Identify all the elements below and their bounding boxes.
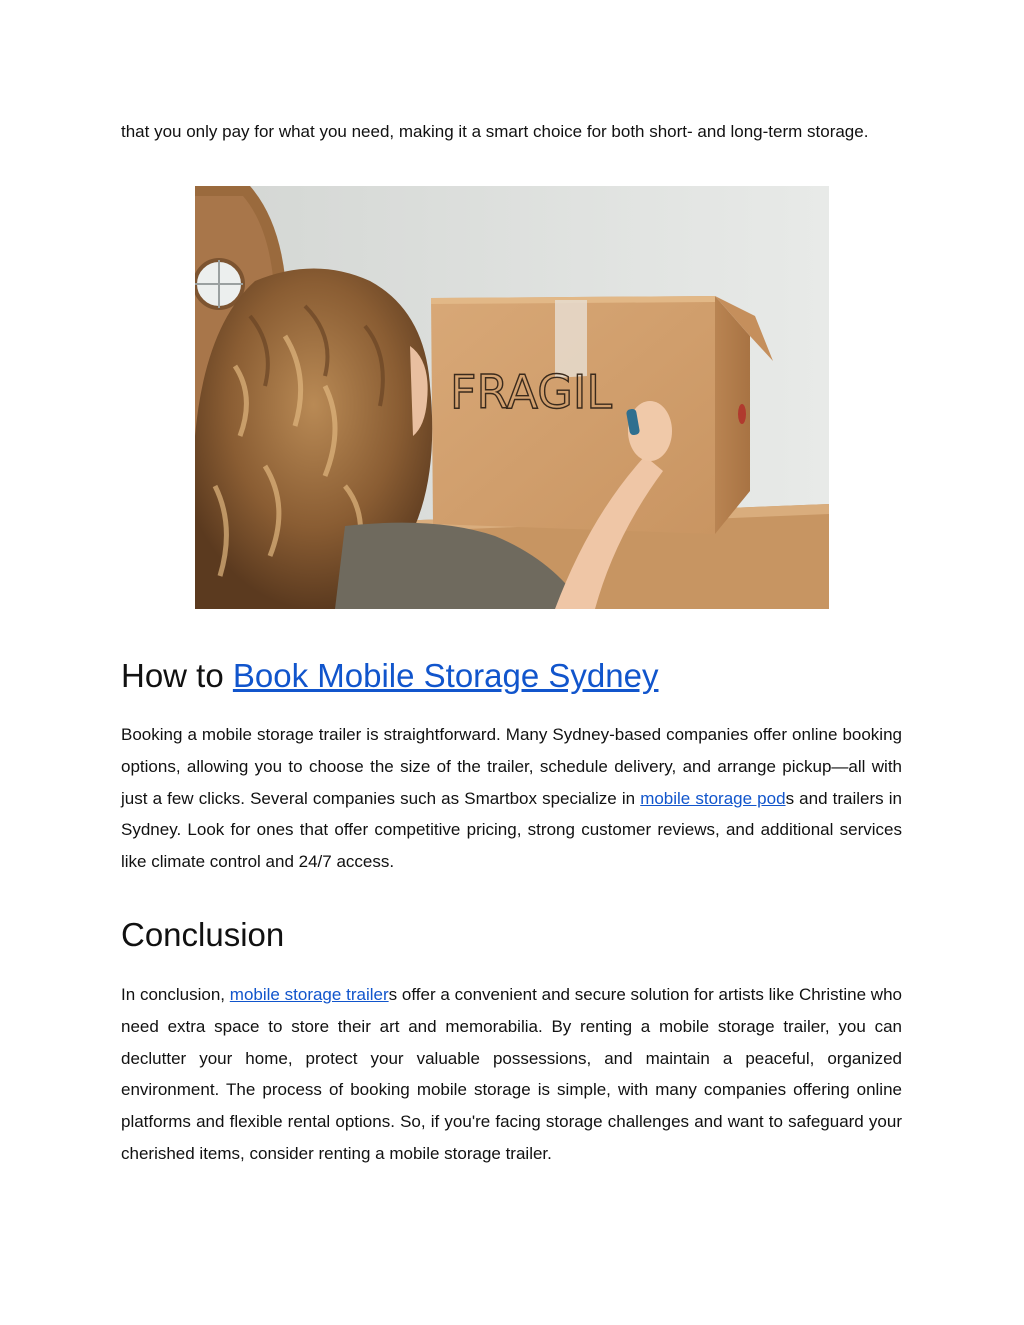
section-heading-conclusion: Conclusion — [121, 916, 285, 953]
booking-paragraph — [121, 719, 902, 878]
booking-text-1: Booking a mobile storage trailer is straightforward. Many Sydney-based companies offer online booking options, allowing you to choose the size of the trailer, schedule delivery, and arrange pickup—all with just a few clicks. Several companies such as Smartbox specialize in — [121, 725, 902, 808]
booking-text-2: s and trailers in Sydney. Look for ones that offer competitive pricing, strong customer reviews, and additional services like climate control and 24/7 access. — [121, 788, 902, 872]
photo-woman-labeling-box — [195, 186, 829, 609]
book-mobile-storage-link[interactable]: Book Mobile Storage Sydney — [232, 657, 659, 694]
conclusion-paragraph — [121, 979, 902, 1170]
intro-paragraph: that you only pay for what you need, making it a smart choice for both short- and long-term storage. — [121, 122, 869, 141]
box-handwriting: FRAGIL — [450, 365, 613, 419]
section-heading-booking — [121, 656, 658, 696]
mobile-storage-pod-link[interactable]: mobile storage pod — [640, 788, 786, 808]
mobile-storage-trailer-link[interactable]: mobile storage trailer — [229, 985, 389, 1004]
conclusion-text-1: In conclusion, — [121, 985, 230, 1004]
conclusion-text-2: s offer a convenient and secure solution for artists like Christine who need extra space to store their art and memorabilia. By renting a mobile storage trailer, you can declutter your home, protect your valuable possessions, and maintain a peaceful, organized environment. The process of booking mobile storage is simple, with many companies offering online platforms and flexible rental options. So, if you're facing storage challenges and want to safeguard your cherished items, consider renting a mobile storage trailer. — [121, 985, 902, 1163]
heading-prefix: How to — [121, 657, 233, 694]
